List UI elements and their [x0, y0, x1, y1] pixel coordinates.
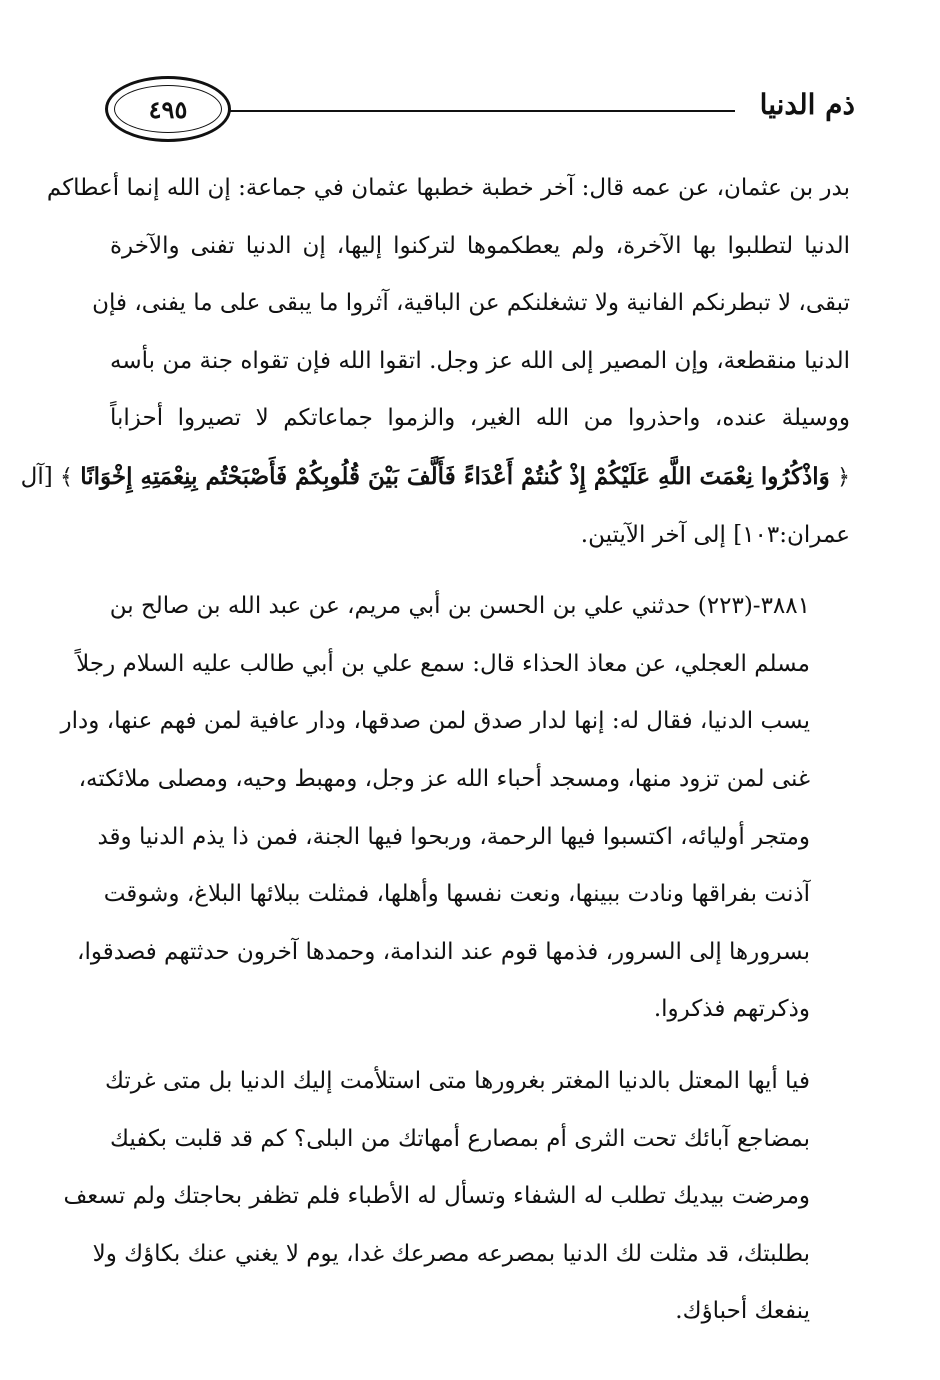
text-line: فيا أيها المعتل بالدنيا المغتر بغرورها متى استلأمت إليك الدنيا بل متى غرتك [105, 1067, 810, 1094]
header-rule [229, 110, 735, 112]
page-body [20, 160, 850, 1355]
paragraph-3 [63, 1053, 850, 1341]
paragraph-2 [60, 578, 850, 1039]
quran-close-bracket: ﴾ [60, 464, 73, 490]
text-line: الدنيا منقطعة، وإن المصير إلى الله عز وجل. اتقوا الله فإن تقواه جنة من بأسه [110, 347, 850, 374]
text-line: وذكرتهم فذكروا. [653, 996, 810, 1023]
text-line: بطلبتك، قد مثلت لك الدنيا بمصرعه مصرعك غدا، يوم لا يغني عنك بكاؤك ولا [92, 1240, 810, 1267]
text-line: ينفعك أحباؤك. [675, 1298, 810, 1325]
text-line: عمران:١٠٣] إلى آخر الآيتين. [580, 521, 850, 548]
running-title: ذم الدنيا [759, 88, 855, 121]
text-line: تبقى، لا تبطرنكم الفانية ولا تشغلنكم عن الباقية، آثروا ما يبقى على ما يفنى، فإن [92, 290, 850, 317]
text-line: بدر بن عثمان، عن عمه قال: آخر خطبة خطبها عثمان في جماعة: إن الله إنما أعطاكم [46, 175, 850, 201]
text-line: ووسيلة عنده، واحذروا من الله الغير، والزموا جماعاتكم لا تصيروا أحزاباً [110, 405, 850, 432]
text-line: بمضاجع آبائك تحت الثرى أم بمصارع أمهاتك من البلى؟ كم قد قلبت بكفيك [110, 1125, 810, 1152]
verse-citation-start: [آل [20, 463, 53, 490]
text-line: آذنت بفراقها ونادت ببينها، ونعت نفسها وأهلها، فمثلت ببلائها البلاغ، وشوقت [103, 881, 810, 908]
page-header [105, 72, 855, 152]
text-line: ٣٨٨١-(٢٢٣) حدثني علي بن الحسن بن أبي مريم، عن عبد الله بن صالح بن [109, 593, 810, 620]
text-line: غنى لمن تزود منها، ومسجد أحباء الله عز وجل، ومهبط وحيه، ومصلى ملائكته، [78, 765, 810, 792]
text-line: الدنيا لتطلبوا بها الآخرة، ولم يعطكموها لتركنوا إليها، إن الدنيا تفنى والآخرة [110, 232, 850, 259]
page-number-badge [105, 76, 231, 142]
paragraph-1 [20, 160, 850, 564]
text-line: مسلم العجلي، عن معاذ الحذاء قال: سمع علي بن أبي طالب عليه السلام رجلاً [76, 650, 810, 677]
quran-verse: وَاذْكُرُوا نِعْمَتَ اللَّهِ عَلَيْكُمْ إِذْ كُنتُمْ أَعْدَاءً فَأَلَّفَ بَيْنَ قُلُوبِكُمْ فَأَصْبَحْتُم بِنِعْمَتِهِ إِخْوَانًا [80, 462, 830, 490]
text-line: يسب الدنيا، فقال له: إنها لدار صدق لمن صدقها، ودار عافية لمن فهم عنها، ودار [60, 708, 810, 735]
text-line: بسرورها إلى السرور، فذمها قوم عند الندامة، وحمدها آخرون حدثتهم فصدقوا، [77, 938, 810, 965]
text-line: ومتجر أوليائه، اكتسبوا فيها الرحمة، وربحوا فيها الجنة، فمن ذا يذم الدنيا وقد [97, 823, 810, 850]
quran-verse-line [20, 448, 850, 507]
quran-open-bracket: ﴿ [837, 464, 850, 490]
text-line: ومرضت بيديك تطلب له الشفاء وتسأل له الأطباء فلم تظفر بحاجتك ولم تسعف [63, 1183, 810, 1210]
page-number: ٤٩٥ [148, 94, 188, 124]
